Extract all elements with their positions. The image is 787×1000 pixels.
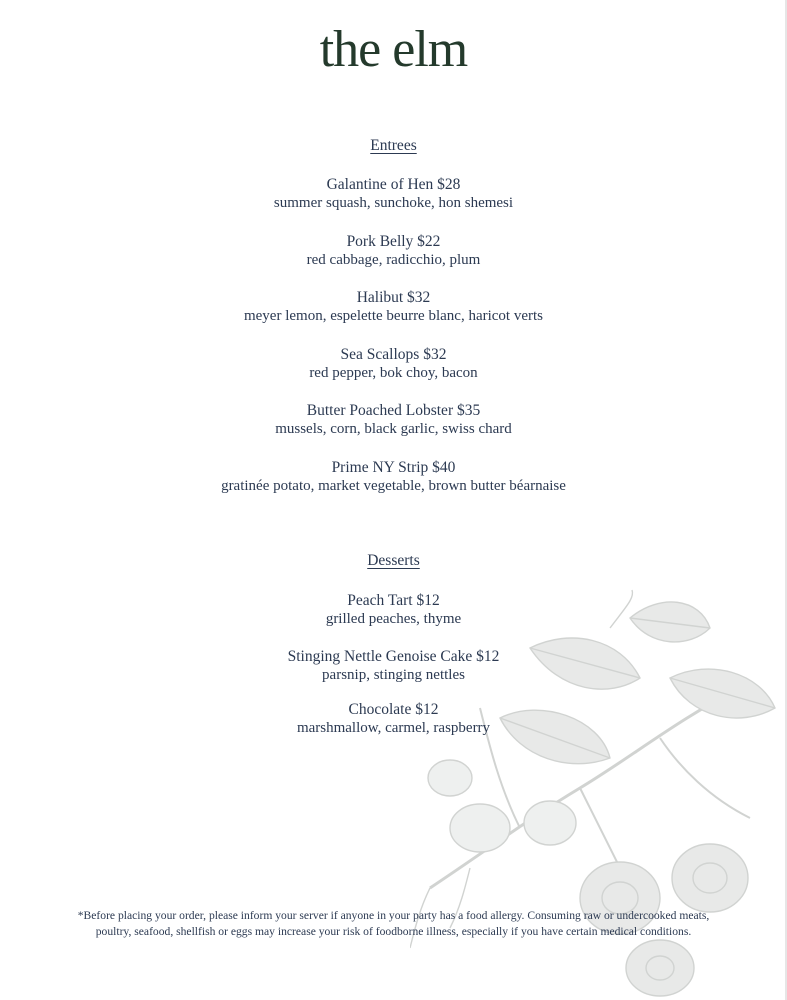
menu-item-chocolate — [0, 700, 787, 738]
restaurant-name: the elm — [319, 21, 468, 78]
allergy-disclaimer — [0, 908, 787, 940]
menu-item-pork-belly — [0, 232, 787, 270]
menu-item-description: summer squash, sunchoke, hon shemesi — [273, 195, 514, 211]
menu-item-description: parsnip, stinging nettles — [322, 667, 465, 683]
menu-item-name: Prime NY Strip $40 — [331, 459, 456, 476]
disclaimer-line-1: *Before placing your order, please inform your server if anyone in your party has a food allergy. Consuming raw or undercooked meats, — [77, 909, 710, 922]
menu-item-description: red pepper, bok choy, bacon — [309, 365, 478, 381]
menu-item-description: mussels, corn, black garlic, swiss chard — [275, 421, 512, 437]
menu-item-name: Pork Belly $22 — [346, 233, 441, 250]
menu-item-name: Peach Tart $12 — [347, 592, 440, 609]
menu-item-halibut — [0, 288, 787, 326]
menu-item-name: Galantine of Hen $28 — [326, 176, 461, 193]
menu-item-name: Butter Poached Lobster $35 — [306, 402, 481, 419]
menu-item-description: gratinée potato, market vegetable, brown butter béarnaise — [221, 478, 566, 494]
desserts-heading: Desserts — [367, 552, 420, 569]
menu-item-description: meyer lemon, espelette beurre blanc, haricot verts — [243, 308, 544, 324]
menu-item-name: Sea Scallops $32 — [340, 346, 447, 363]
menu-item-description: marshmallow, carmel, raspberry — [296, 720, 491, 736]
menu-item-description: grilled peaches, thyme — [325, 611, 462, 627]
menu-item-description: red cabbage, radicchio, plum — [306, 252, 481, 268]
menu-item-prime-ny-strip — [0, 458, 787, 496]
entrees-heading: Entrees — [370, 137, 417, 154]
menu-item-peach-tart — [0, 591, 787, 629]
disclaimer-line-2: poultry, seafood, shellfish or eggs may increase your risk of foodborne illness, especially if you have certain medical conditions. — [95, 925, 692, 938]
menu-item-stinging-nettle-genoise-cake — [0, 647, 787, 685]
menu-item-sea-scallops — [0, 345, 787, 383]
menu-item-name: Halibut $32 — [356, 289, 431, 306]
menu-item-name: Stinging Nettle Genoise Cake $12 — [287, 648, 500, 665]
menu-item-galantine-of-hen — [0, 175, 787, 213]
menu-item-name: Chocolate $12 — [348, 701, 439, 718]
menu-item-butter-poached-lobster — [0, 401, 787, 439]
